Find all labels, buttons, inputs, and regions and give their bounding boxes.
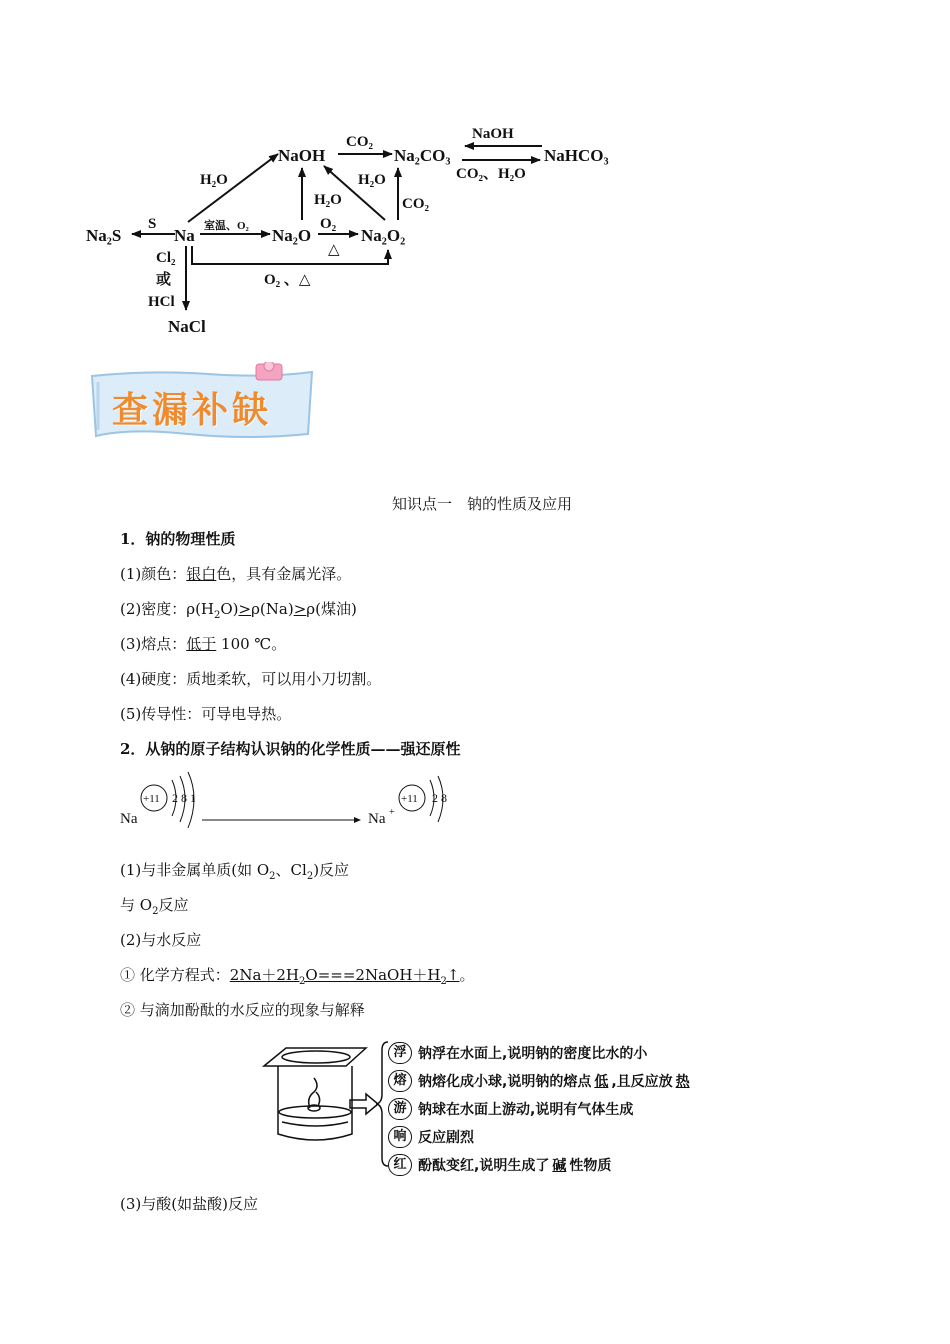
arrow-na-naoh: [188, 154, 278, 222]
label-o2-delta-bottom: O₂ 、△: [264, 272, 311, 288]
phenomenon-answer: 热: [675, 1074, 690, 1090]
phenomenon-text: 钠球在水面上游动,说明有气体生成: [418, 1102, 634, 1118]
hardness-line: (4)硬度：质地柔软，可以用小刀切割。: [120, 670, 382, 688]
label-h2o-right: H₂O: [358, 172, 386, 188]
label-h2o-mid: H₂O: [314, 192, 342, 208]
phenomenon-char-badge: 浮: [388, 1042, 412, 1064]
phenomenon-char-badge: 熔: [388, 1070, 412, 1092]
water-reaction-line: (2)与水反应: [120, 931, 202, 949]
label-s: S: [148, 216, 157, 232]
phenomenon-row: [388, 1151, 728, 1179]
beaker-illustration: [262, 1042, 382, 1150]
nonmetal-line: (1)与非金属单质(如 $O_2$、$Cl_2$)反应: [120, 861, 350, 882]
phenomenon-answer: 碱: [552, 1158, 567, 1174]
sodium-reaction-diagram: [80, 110, 640, 350]
label-co2-h2o: CO₂、H₂O: [456, 166, 526, 182]
phenomenon-row: [388, 1067, 728, 1095]
atom-left-nucleus: +11: [143, 793, 160, 805]
node-na: Na: [174, 226, 195, 245]
atom-right-shells: 2 8: [432, 791, 447, 805]
right-arrow-icon: [350, 1094, 378, 1114]
label-naoh-top: NaOH: [472, 126, 514, 142]
phenomenon-text: 钠浮在水面上,说明钠的密度比水的小: [418, 1046, 648, 1062]
node-naoh: NaOH: [278, 146, 326, 165]
node-nahco3: NaHCO₃: [544, 146, 609, 165]
label-co2-top: CO₂: [346, 134, 373, 150]
density-gt-1: >: [238, 600, 252, 618]
density-line: (2)密度：$\rho(H_2O)>\rho(Na)>\rho$(煤油): [120, 600, 357, 621]
color-answer: 银白: [186, 565, 217, 583]
acid-reaction-line: (3)与酸(如盐酸)反应: [120, 1195, 258, 1213]
label-or: 或: [156, 272, 172, 288]
phenomenon-text-part: ,且反应放: [611, 1074, 673, 1090]
reaction-smoke: [309, 1078, 317, 1108]
phenomenon-text: [418, 1071, 693, 1091]
melting-answer: 低于: [186, 635, 217, 653]
arrow-na-na2o2-bottom: [192, 246, 388, 264]
phenomena-list: [388, 1039, 728, 1179]
equation-answer: $2Na+2H_2O===2NaOH+H_2↑$: [229, 966, 460, 987]
atom-right-nucleus: +11: [401, 793, 418, 805]
node-na2o: Na₂O: [272, 226, 312, 245]
node-nacl: NaCl: [168, 317, 206, 336]
equation-line: ① 化学方程式：$2Na+2H_2O===2NaOH+H_2↑$。: [120, 966, 475, 987]
phenomenon-text-part: 酚酞变红,说明生成了: [418, 1158, 550, 1174]
phenomenon-row: [388, 1039, 728, 1067]
density-gt-2: >: [293, 600, 307, 618]
phenomenon-text: 反应剧烈: [418, 1130, 474, 1146]
banner: [88, 362, 318, 442]
phenomenon-text-part: 性物质: [569, 1158, 612, 1174]
phenomenon-char-badge: 游: [388, 1098, 412, 1120]
phenomenon-char-badge: 红: [388, 1154, 412, 1176]
heading-chemical-properties: 2．从钠的原子结构认识钠的化学性质——强还原性: [120, 740, 461, 758]
conductivity-line: (5)传导性：可导电导热。: [120, 705, 292, 723]
atom-right-charge: +: [389, 807, 395, 818]
node-na2s: Na₂S: [86, 226, 122, 245]
phenomenon-text-part: 钠熔化成小球,说明钠的熔点: [418, 1074, 592, 1090]
label-o2-mid: O₂: [320, 216, 337, 232]
label-h2o-left: H₂O: [200, 172, 228, 188]
banner-title: 查漏补缺: [112, 390, 273, 431]
beaker-body: [278, 1066, 352, 1140]
o2-reaction-line: 与 $O_2$反应: [120, 896, 189, 917]
phenomenon-char-badge: 响: [388, 1126, 412, 1148]
node-na2o2: Na₂O₂: [361, 226, 406, 245]
label-cl2: Cl₂: [156, 250, 176, 266]
atom-left-symbol: Na: [120, 811, 138, 827]
phenomenon-answer: 低: [594, 1074, 609, 1090]
heading-physical-properties: 1．钠的物理性质: [120, 530, 236, 548]
section-title: 知识点一 钠的性质及应用: [392, 495, 573, 513]
atom-left-shells: 2 8 1: [172, 791, 196, 805]
color-line: (1)颜色：银白色，具有金属光泽。: [120, 565, 352, 583]
atom-right-symbol: Na: [368, 811, 386, 827]
label-co2-right: CO₂: [402, 196, 429, 212]
phenomenon-row: [388, 1123, 728, 1151]
label-hcl: HCl: [148, 294, 175, 310]
melting-line: (3)熔点：低于 100 ℃。: [120, 635, 287, 653]
node-na2co3: Na₂CO₃: [394, 146, 451, 165]
label-delta-mid: △: [328, 242, 340, 258]
phenolphthalein-line: ② 与滴加酚酞的水反应的现象与解释: [120, 1001, 365, 1019]
label-room-o2: 室温、O₂: [204, 220, 249, 232]
phenomenon-row: [388, 1095, 728, 1123]
atom-structure-diagram: [116, 770, 476, 836]
phenomenon-text: [418, 1155, 611, 1175]
